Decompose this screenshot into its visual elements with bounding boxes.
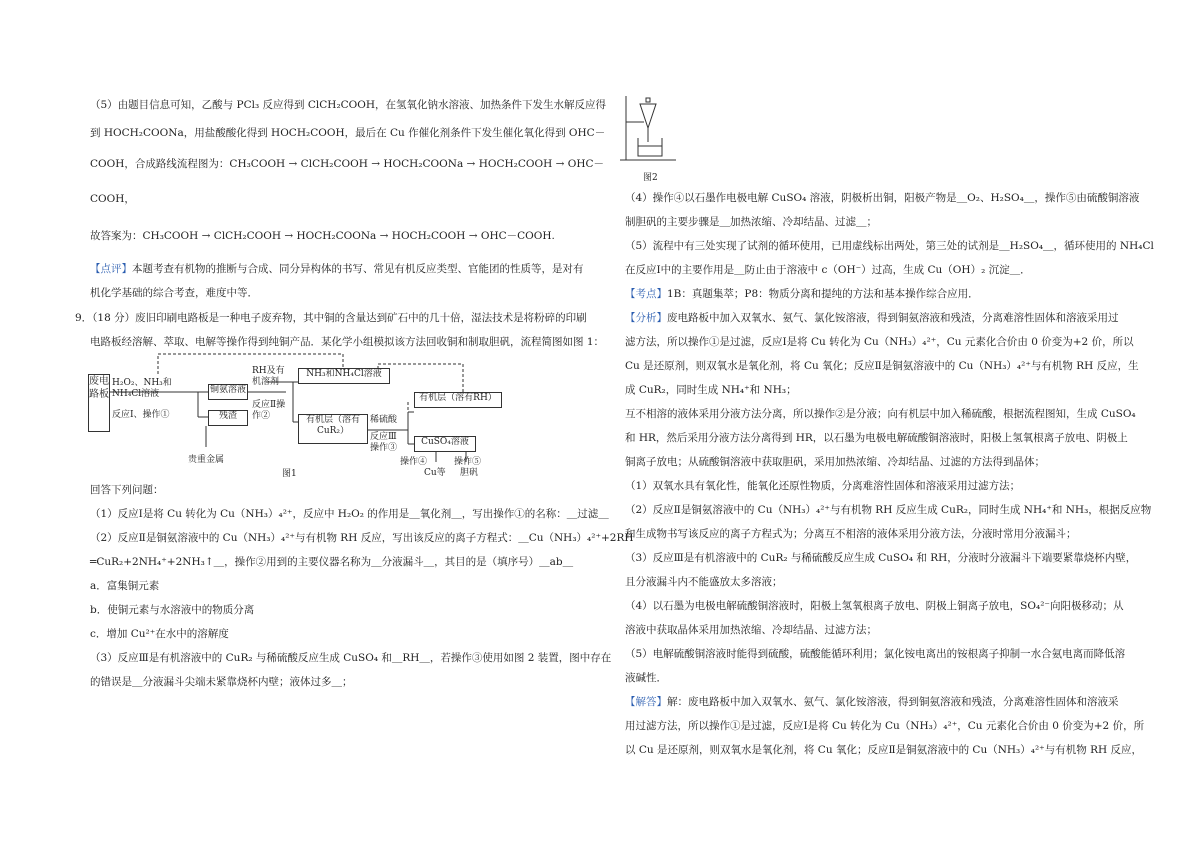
- text-line: 和生成物书写该反应的离子方程式为；分离互不相溶的液体采用分液方法，分液时常用分液漏斗；: [625, 528, 1077, 540]
- text-line: （3）反应Ⅲ是有机溶液中的 CuR₂ 与稀硫酸反应生成 CuSO₄ 和 RH，分液时分液漏斗下端要紧靠烧杯内壁，: [625, 552, 1137, 564]
- reagents-label: H₂O₂、NH₃和NH₄Cl溶液: [112, 378, 172, 399]
- text-line: COOH，合成路线流程图为：CH₃COOH → ClCH₂COOH → HOCH₂COONa → HOCH₂COOH → OHC－: [90, 158, 605, 170]
- text-line: 溶液中获取晶体采用加热浓缩、冷却结晶、过滤方法；: [625, 624, 877, 636]
- text-line: 电路板经溶解、萃取、电解等操作得到纯铜产品．某化学小组模拟该方法回收铜和制取胆矾，流程简图如图 1：: [90, 336, 605, 348]
- text-line: 液碱性．: [625, 672, 667, 684]
- text-line: 用过滤方法，所以操作①是过滤，反应Ⅰ是将 Cu 转化为 Cu（NH₃）₄²⁺，Cu 元素化合价由 0 价变为+2 价，所: [625, 720, 1145, 732]
- option-b: b．使铜元素与水溶液中的物质分离: [90, 604, 255, 616]
- text-line: 机化学基础的综合考查，难度中等．: [90, 287, 258, 299]
- review-tag: 【点评】: [90, 263, 132, 275]
- text-line: 互不相溶的液体采用分液方法分离，所以操作②是分液；向有机层中加入稀硫酸，根据流程图知，生成 CuSO₄: [625, 408, 1136, 420]
- cu-ammine-box: 铜氨溶液: [208, 384, 248, 400]
- text-line: 到 HOCH₂COONa，用盐酸酸化得到 HOCH₂COOH，最后在 Cu 作催化剂条件下发生催化氧化得到 OHC－: [90, 127, 606, 139]
- option-a: a．富集铜元素: [90, 580, 160, 592]
- text-line: 【点评】本题考查有机物的推断与合成、同分异构体的书写、常见有机反应类型、官能团的性质等，是对有: [90, 263, 584, 275]
- figure-2-caption: 图2: [643, 173, 658, 183]
- text-line: COOH，: [90, 193, 135, 205]
- text-line: （4）以石墨为电极电解硫酸铜溶液时，阳极上氢氧根离子放电、阴极上铜离子放电，SO₄²⁻向阳极移动；从: [625, 600, 1124, 612]
- text-line: （2）反应Ⅱ是铜氨溶液中的 Cu（NH₃）₄²⁺与有机物 RH 反应生成 CuR₂，同时生成 NH₄⁺和 NH₃，根据反应物: [625, 504, 1152, 516]
- cuso4-box: CuSO₄溶液: [414, 436, 476, 452]
- cu-product-label: Cu等: [424, 468, 446, 478]
- residue-box: 残渣: [208, 410, 248, 426]
- text-line: 成 CuR₂，同时生成 NH₄⁺和 NH₃；: [625, 384, 797, 396]
- text-line: 且分液漏斗内不能盛放太多溶液；: [625, 576, 783, 588]
- text-line: ═CuR₂+2NH₄⁺+2NH₃↑＿，操作②用到的主要仪器名称为＿分液漏斗＿，其目的是（填序号）＿ab＿: [90, 556, 574, 568]
- op5-label: 操作⑤: [454, 457, 482, 467]
- organic-layer-rh-box: 有机层（溶有RH）: [414, 392, 502, 408]
- text-line: （4）操作④以石墨作电极电解 CuSO₄ 溶液，阴极析出铜，阳极产物是＿O₂、H₂SO₄＿，操作⑤由硫酸铜溶液: [625, 192, 1140, 204]
- figure-1-caption: 图1: [282, 469, 297, 479]
- text-line: 和 HR，然后采用分液方法分离得到 HR，以石墨为电极电解硫酸铜溶液时，阳极上氢氧根离子放电、阴极上: [625, 432, 1128, 444]
- organic-layer-cur2-box: 有机层（溶有CuR₂）: [298, 414, 368, 444]
- text-line: （1）双氧水具有氧化性，能氧化还原性物质，分离难溶性固体和溶液采用过滤方法；: [625, 480, 1021, 492]
- text-line: Cu 是还原剂，则双氧水是氧化剂，将 Cu 氧化；反应Ⅱ是铜氨溶液中的 Cu（NH₃）₄²⁺与有机物 RH 反应，生: [625, 360, 1139, 372]
- text-line: 的错误是＿分液漏斗尖端未紧靠烧杯内壁；液体过多＿；: [90, 676, 353, 688]
- text-line: 【考点】1B：真题集萃；P8：物质分离和提纯的方法和基本操作综合应用．: [625, 288, 979, 300]
- text-line: （3）反应Ⅲ是有机溶液中的 CuR₂ 与稀硫酸反应生成 CuSO₄ 和＿RH＿，若操作③使用如图 2 装置，图中存在: [90, 652, 612, 664]
- text-line: 滤方法，所以操作①是过滤，反应Ⅰ是将 Cu 转化为 Cu（NH₃）₄²⁺，Cu 元素化合价由 0 价变为+2 价，所以: [625, 336, 1134, 348]
- text-line: （5）流程中有三处实现了试剂的循环使用，已用虚线标出两处，第三处的试剂是＿H₂SO₄＿，循环使用的 NH₄Cl: [625, 240, 1154, 252]
- reaction-2-label: 反应Ⅱ操作②: [252, 400, 286, 421]
- text-line: 【解答】解：废电路板中加入双氧水、氨气、氯化铵溶液，得到铜氨溶液和残渣，分离难溶性固体和溶液采: [625, 696, 1119, 708]
- alum-label: 胆矾: [460, 468, 479, 478]
- text-line: （5）由题目信息可知，乙酸与 PCl₃ 反应得到 ClCH₂COOH，在氢氧化钠水溶液、加热条件下发生水解反应得: [90, 99, 607, 111]
- topic-tag: 【考点】: [625, 288, 667, 300]
- text-line: 制胆矾的主要步骤是＿加热浓缩、冷却结晶、过滤＿；: [625, 216, 877, 228]
- text-line: 回答下列问题：: [90, 484, 164, 496]
- reaction-1-label: 反应Ⅰ、操作①: [112, 410, 170, 420]
- reaction-3-label: 反应Ⅲ操作③: [370, 432, 398, 453]
- board-box: 废电路板: [88, 374, 110, 432]
- dilute-acid-label: 稀硫酸: [370, 415, 398, 425]
- precious-metal-label: 贵重金属: [188, 455, 225, 465]
- text-line: 故答案为：CH₃COOH → ClCH₂COOH → HOCH₂COONa → HOCH₂COOH → OHC－COOH.: [90, 230, 555, 242]
- text-line: 铜离子放电；从硫酸铜溶液中获取胆矾，采用加热浓缩、冷却结晶、过滤的方法得到晶体；: [625, 456, 1045, 468]
- text-line: 以 Cu 是还原剂，则双氧水是氧化剂，将 Cu 氧化；反应Ⅱ是铜氨溶液中的 Cu（NH₃）₄²⁺与有机物 RH 反应，: [625, 744, 1142, 756]
- text-line: （5）电解硫酸铜溶液时能得到硫酸，硫酸能循环利用；氯化铵电离出的铵根离子抑制一水合氨电离而降低溶: [625, 648, 1126, 660]
- text-line: （1）反应Ⅰ是将 Cu 转化为 Cu（NH₃）₄²⁺，反应中 H₂O₂ 的作用是＿氧化剂＿，写出操作①的名称：＿过滤＿: [90, 508, 609, 520]
- op4-label: 操作④: [400, 457, 428, 467]
- text-line: （2）反应Ⅱ是铜氨溶液中的 Cu（NH₃）₄²⁺与有机物 RH 反应，写出该反应的离子方程式：＿Cu（NH₃）₄²⁺+2RH: [90, 532, 634, 544]
- question-9-header: 9．（18 分）废旧印刷电路板是一种电子废弃物，其中铜的含量达到矿石中的几十倍，湿法技术是将粉碎的印刷: [75, 312, 587, 324]
- text-line: 在反应Ⅰ中的主要作用是＿防止由于溶液中 c（OH⁻）过高，生成 Cu（OH）₂ 沉淀＿．: [625, 264, 1031, 276]
- analysis-tag: 【分析】: [625, 312, 667, 324]
- nh3-nh4cl-box: NH₃和NH₄Cl溶液: [298, 368, 390, 384]
- option-c: c．增加 Cu²⁺在水中的溶解度: [90, 628, 229, 640]
- text-line: 【分析】废电路板中加入双氧水、氨气、氯化铵溶液，得到铜氨溶液和残渣，分离难溶性固体和溶液采用过: [625, 312, 1119, 324]
- answer-tag: 【解答】: [625, 696, 667, 708]
- rh-label: RH及有机溶剂: [252, 366, 285, 387]
- separating-funnel-figure-2: [618, 94, 678, 166]
